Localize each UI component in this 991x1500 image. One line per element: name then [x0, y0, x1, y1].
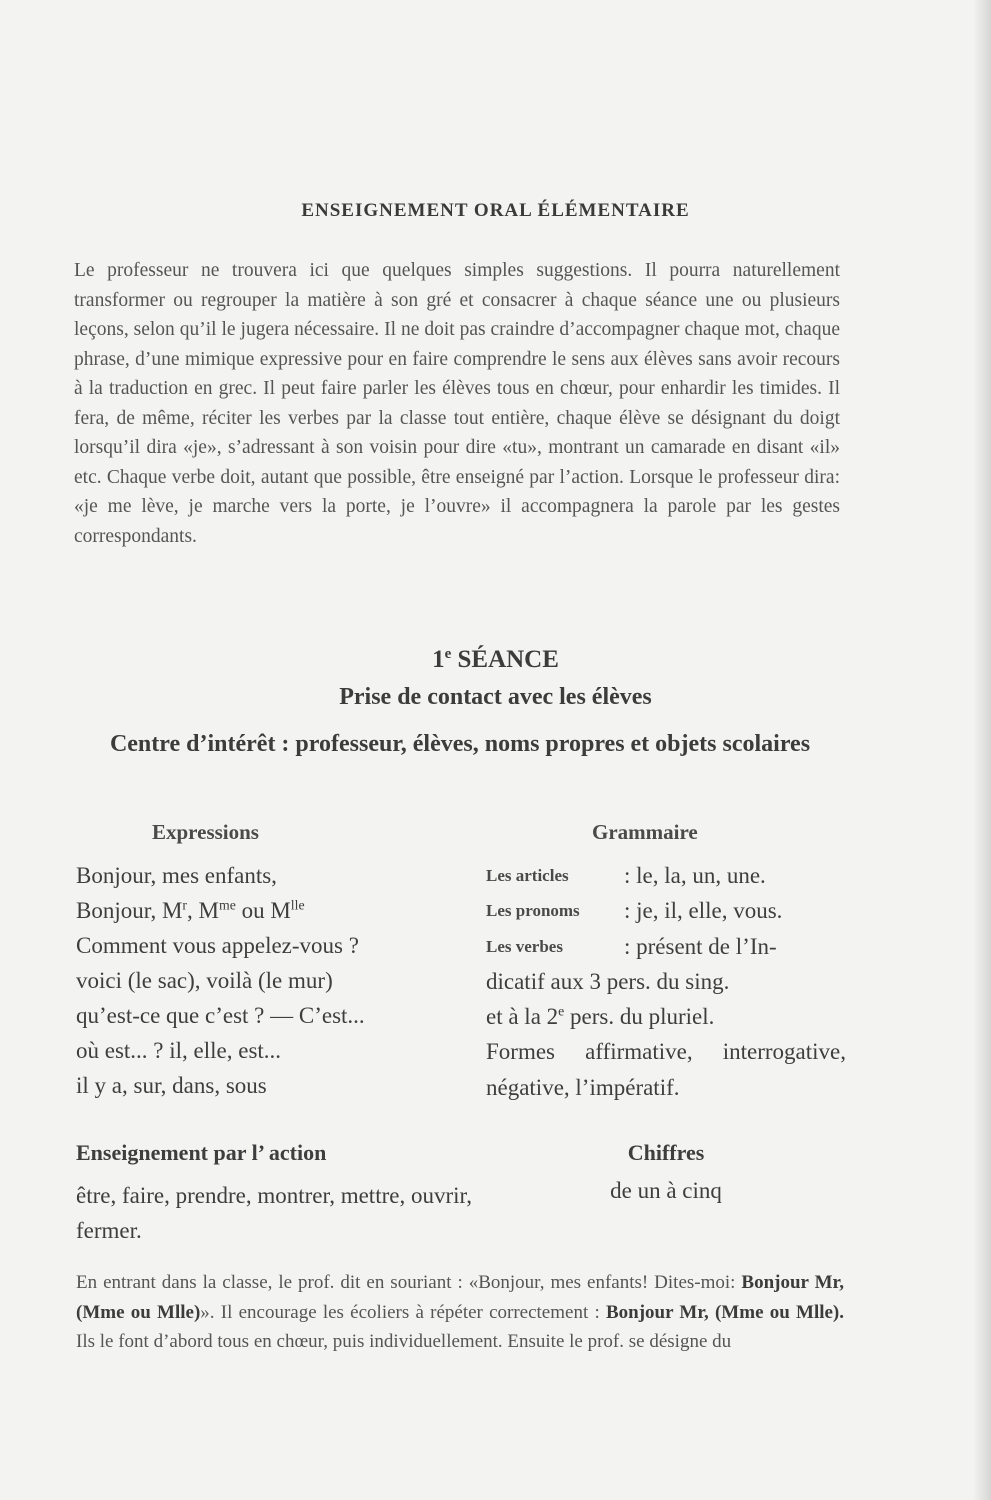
grammar-label: Les pronoms [486, 901, 580, 921]
chiffres-text: de un à cinq [610, 1178, 722, 1203]
list-item: où est... ? il, elle, est... [76, 1038, 282, 1063]
grammar-articles [486, 858, 846, 893]
list-item: Comment vous appelez-vous ? [76, 933, 359, 958]
grammar-verbes-cont: dicatif aux 3 pers. du sing. [486, 968, 730, 994]
seance-number-sup: e [444, 646, 452, 662]
intro-paragraph: Le professeur ne trouvera ici que quelques simples suggestions. Il pourra naturellement transformer ou regrouper la matière à son gré et consacrer à chaque séance une ou plusieurs leçons, selon qu’il le jugera nécessaire. Il ne doit pas craindre d’accompagner chaque mot, chaque phrase, d’une mimique expressive pour en faire comprendre le sens aux élèves sans avoir recours à la traduction en grec. Il peut faire parler les élèves tous en chœur, pour enhardir les timides. Il fera, de même, réciter les verbes par la classe tout entière, chaque élève se désignant du doigt lorsqu’il dira «je», s’adressant à son voisin pour dire «tu», montrant un camarade en disant «il» etc. Chaque verbe doit, autant que possible, être enseigné par l’action. Lorsque le professeur dira: «je me lève, je marche vers la porte, je l’ouvre» il accompagnera la parole par les gestes correspondants. [74, 260, 840, 547]
grammaire-heading: Grammaire [592, 820, 698, 844]
grammar-label: Les articles [486, 866, 569, 885]
grammar-value: : je, il, elle, vous. [624, 898, 783, 924]
action-heading: Enseignement par l’ action [76, 1140, 327, 1165]
list-item: il y a, sur, dans, sous [76, 1073, 267, 1098]
seance-subtitle: Prise de contact avec les élèves [339, 684, 652, 710]
grammar-verbes-cont: et à la 2e pers. du pluriel. [486, 1003, 715, 1030]
list-item: qu’est-ce que c’est ? — C’est... [76, 1003, 365, 1028]
grammaire-list [486, 858, 846, 1105]
grammar-value: : le, la, un, une. [624, 863, 766, 888]
grammar-pronoms [486, 893, 846, 928]
expressions-heading: Expressions [152, 820, 259, 844]
list-item: Bonjour, $M^r$, $M^{me}$ ou $M^{lle}$ [76, 897, 305, 923]
list-item: voici (le sac), voilà (le mur) [76, 968, 333, 993]
seance-title [0, 646, 991, 674]
seance-word: SÉANCE [457, 646, 559, 673]
page-edge [973, 0, 991, 1500]
outro-paragraph: En entrant dans la classe, le prof. dit en souriant : «Bonjour, mes enfants! Dites-moi: Bonjour Mr, (Mme ou Mlle)». Il encourage les écoliers à répéter correctement : Bonjour Mr, (Mme ou Mlle). Ils le font d’abord tous en chœur, puis individuellement. Ensuite le prof. se désigne du [76, 1272, 845, 1352]
expressions-list [76, 858, 476, 1103]
grammar-verbes [486, 929, 846, 964]
grammar-label: Les verbes [486, 936, 563, 956]
action-text: être, faire, prendre, montrer, mettre, ouvrir, fermer. [76, 1183, 472, 1243]
list-item: Bonjour, mes enfants, [76, 863, 277, 888]
centre-interet: Centre d’intérêt : professeur, élèves, noms propres et objets scolaires [109, 731, 811, 757]
chiffres-heading: Chiffres [627, 1140, 705, 1165]
page-title: ENSEIGNEMENT ORAL ÉLÉMENTAIRE [301, 200, 690, 221]
seance-number: 1 [432, 646, 445, 673]
grammar-forms: Formes affirmative, interrogative, négative, l’impératif. [486, 1039, 846, 1100]
grammar-value: : présent de l’In- [624, 933, 777, 959]
